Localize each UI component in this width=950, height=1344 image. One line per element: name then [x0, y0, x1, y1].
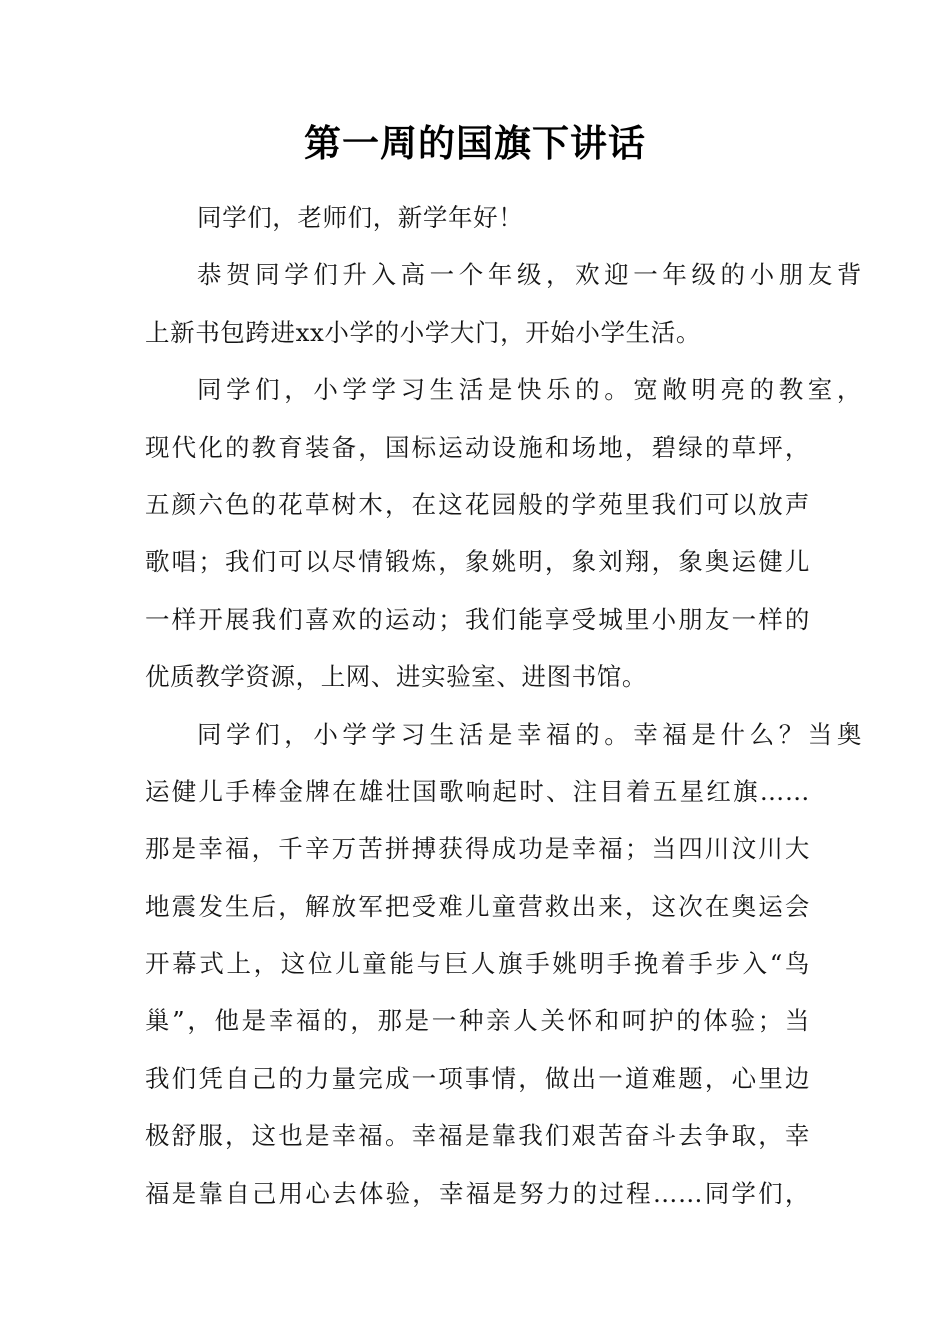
text-line: 同学们，小学学习生活是快乐的。宽敞明亮的教室，: [197, 375, 862, 405]
text-line: 那是幸福，千辛万苦拼搏获得成功是幸福；当四川汶川大: [145, 834, 810, 864]
text-line: 同学们，老师们，新学年好！: [197, 203, 524, 232]
text-line: 优质教学资源，上网、进实验室、进图书馆。: [145, 662, 647, 692]
text-line: 同学们，小学学习生活是幸福的。幸福是什么？当奥: [197, 719, 862, 749]
text-line: 歌唱；我们可以尽情锻炼，象姚明，象刘翔，象奥运健儿: [145, 547, 810, 577]
paragraph-happiness: [145, 706, 862, 1223]
document-title: 第一周的国旗下讲话: [304, 122, 646, 165]
paragraph-greeting: [145, 189, 810, 246]
text-line: 上新书包跨进xx小学的小学大门，开始小学生活。: [145, 317, 701, 347]
text-line: 福是靠自己用心去体验，幸福是努力的过程……同学们，: [145, 1178, 810, 1208]
text-line: 极舒服，这也是幸福。幸福是靠我们艰苦奋斗去争取，幸: [145, 1121, 810, 1151]
text-line: 现代化的教育装备，国标运动设施和场地，碧绿的草坪，: [145, 432, 810, 462]
text-line: 巢”，他是幸福的，那是一种亲人关怀和呵护的体验；当: [145, 1006, 810, 1036]
text-line: 我们凭自己的力量完成一项事情，做出一道难题，心里边: [145, 1063, 810, 1093]
paragraph-happy-school-life: [145, 361, 862, 705]
text-line: 一样开展我们喜欢的运动；我们能享受城里小朋友一样的: [145, 604, 810, 634]
text-line: 五颜六色的花草树木，在这花园般的学苑里我们可以放声: [145, 489, 810, 519]
text-line: 运健儿手棒金牌在雄壮国歌响起时、注目着五星红旗……: [145, 776, 810, 806]
document-body: [145, 189, 862, 1222]
text-line: 地震发生后，解放军把受难儿童营救出来，这次在奥运会: [145, 891, 810, 921]
text-line: 开幕式上，这位儿童能与巨人旗手姚明手挽着手步入“鸟: [145, 949, 810, 979]
paragraph-congratulations: [145, 246, 862, 361]
text-line: 恭贺同学们升入高一个年级，欢迎一年级的小朋友背: [197, 260, 862, 290]
